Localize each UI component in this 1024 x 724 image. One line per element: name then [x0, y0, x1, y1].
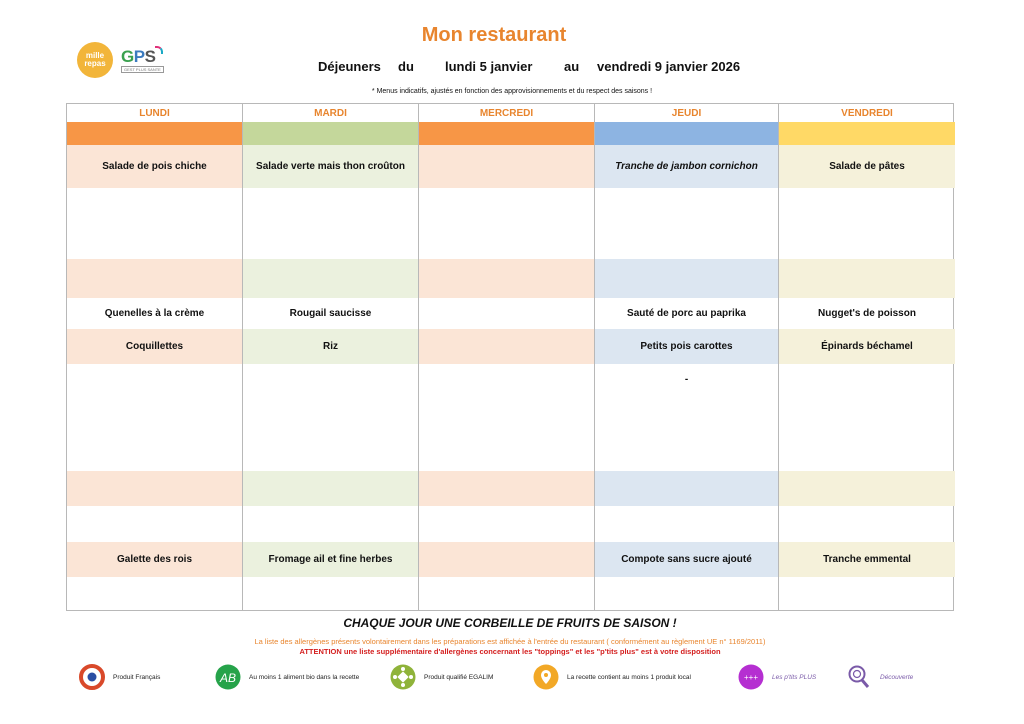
- menu-item-dessert: Compote sans sucre ajouté: [595, 542, 778, 577]
- menu-item-accompagnement: Coquillettes: [67, 329, 242, 364]
- day-color-bar: [779, 122, 955, 145]
- day-column-mercredi: [419, 104, 595, 610]
- menu-item-entree: Salade de pois chiche: [67, 145, 242, 188]
- legend: [0, 664, 1024, 694]
- menu-row-empty: [779, 506, 955, 542]
- menu-row-empty: [779, 259, 955, 298]
- menu-disclaimer: * Menus indicatifs, ajustés en fonction des approvisionnements et du respect des saisons !: [371, 88, 653, 95]
- menu-item-extra: [419, 364, 594, 471]
- day-column-vendredi: [779, 104, 955, 610]
- start-date: lundi 5 janvier: [445, 59, 533, 74]
- ptits-plus-icon: [738, 664, 764, 690]
- menu-item-accompagnement: Petits pois carottes: [595, 329, 778, 364]
- menu-row-empty: [595, 577, 778, 612]
- day-color-bar: [595, 122, 778, 145]
- legend-item-egalim: Produit qualifié EGALIM: [390, 664, 493, 690]
- menu-row-empty: [595, 188, 778, 259]
- legend-item-ptits-plus: +++ Les p'tits PLUS: [738, 664, 816, 690]
- day-header-jeudi: JEUDI: [671, 107, 702, 119]
- legend-item-local: La recette contient au moins 1 produit local: [533, 664, 691, 690]
- egalim-icon: [390, 664, 416, 690]
- discovery-magnifier-icon: [846, 664, 872, 690]
- legend-item-bio: AB Au moins 1 aliment bio dans la recette: [215, 664, 359, 690]
- menu-row-empty: [67, 259, 242, 298]
- day-column-jeudi: [595, 104, 779, 610]
- day-header-mercredi: MERCREDI: [479, 107, 534, 119]
- menu-item-dessert: [419, 542, 594, 577]
- menu-row-empty: [595, 259, 778, 298]
- menu-item-accompagnement: [419, 329, 594, 364]
- day-header-lundi: LUNDI: [139, 107, 170, 119]
- menu-row-empty: [243, 259, 418, 298]
- menu-item-dessert: Galette des rois: [67, 542, 242, 577]
- menu-row-empty: [779, 577, 955, 612]
- gps-logo: GPS GEST PLUS SANTE: [121, 48, 164, 73]
- attention-note: ATTENTION une liste supplémentaire d'allergènes concernant les "toppings" et les "p'tits plus" est à votre disposition: [299, 647, 721, 656]
- day-color-bar: [67, 122, 242, 145]
- french-product-icon: [79, 664, 105, 690]
- menu-row-empty: [67, 506, 242, 542]
- menu-row-empty: [595, 506, 778, 542]
- menu-row-empty: [67, 471, 242, 506]
- partner-logos: [77, 42, 164, 78]
- menu-row-empty: [67, 577, 242, 612]
- end-date: vendredi 9 janvier 2026: [597, 59, 741, 74]
- menu-row-empty: [419, 259, 594, 298]
- menu-item-plat: Quenelles à la crème: [104, 308, 205, 319]
- menu-row-empty: [67, 188, 242, 259]
- day-color-bar: [243, 122, 418, 145]
- legend-item-decouverte: Découverte: [846, 664, 913, 690]
- weekly-menu-table: [66, 103, 954, 611]
- menu-item-extra: [67, 364, 242, 471]
- day-color-bar: [419, 122, 594, 145]
- menu-item-dessert: Fromage ail et fine herbes: [243, 542, 418, 577]
- day-column-mardi: [243, 104, 419, 610]
- menu-row-empty: [595, 471, 778, 506]
- legend-item-french: Produit Français: [79, 664, 160, 690]
- menu-row-empty: [243, 506, 418, 542]
- menu-row-empty: [243, 577, 418, 612]
- menu-item-entree: Salade de pâtes: [779, 145, 955, 188]
- fruit-banner: CHAQUE JOUR UNE CORBEILLE DE FRUITS DE SAISON !: [343, 616, 677, 630]
- menu-row-empty: [243, 188, 418, 259]
- menu-row-empty: [243, 471, 418, 506]
- organic-ab-icon: [215, 664, 241, 690]
- menu-item-plat: [419, 298, 594, 329]
- menu-item-plat: Nugget's de poisson: [818, 308, 916, 319]
- menu-item-accompagnement: Riz: [243, 329, 418, 364]
- menu-item-dessert: Tranche emmental: [779, 542, 955, 577]
- subtitle-prefix: Déjeuners: [318, 59, 381, 74]
- svg-text:+++: +++: [743, 673, 759, 682]
- allergen-note: La liste des allergènes présents volontairement dans les préparations est affichée à l'entrée du restaurant ( conformément au règlement UE n° 1169/2011): [254, 637, 766, 646]
- menu-row-empty: [419, 577, 594, 612]
- menu-item-extra: [243, 364, 418, 471]
- menu-item-plat: Rougail saucisse: [289, 308, 372, 319]
- menu-row-empty: [779, 188, 955, 259]
- menu-row-empty: [419, 188, 594, 259]
- menu-item-plat: Sauté de porc au paprika: [627, 308, 746, 319]
- local-product-pin-icon: [533, 664, 559, 690]
- menu-item-accompagnement: Épinards béchamel: [779, 329, 955, 364]
- subtitle-du: du: [398, 59, 414, 74]
- menu-item-entree: [419, 145, 594, 188]
- menu-row-empty: [419, 506, 594, 542]
- menu-row-empty: [419, 471, 594, 506]
- page-title: Mon restaurant: [421, 24, 567, 46]
- svg-text:AB: AB: [219, 671, 237, 685]
- menu-item-entree: Tranche de jambon cornichon: [595, 145, 778, 188]
- menu-row-empty: [779, 471, 955, 506]
- day-header-mardi: MARDI: [314, 107, 347, 119]
- subtitle-au: au: [564, 59, 580, 74]
- day-header-vendredi: VENDREDI: [841, 107, 893, 119]
- menu-item-extra: [779, 364, 955, 471]
- menu-item-entree: Salade verte mais thon croûton: [243, 145, 418, 188]
- menu-item-extra: -: [684, 374, 689, 385]
- day-column-lundi: [67, 104, 243, 610]
- mille-repas-logo: mille repas: [77, 42, 113, 78]
